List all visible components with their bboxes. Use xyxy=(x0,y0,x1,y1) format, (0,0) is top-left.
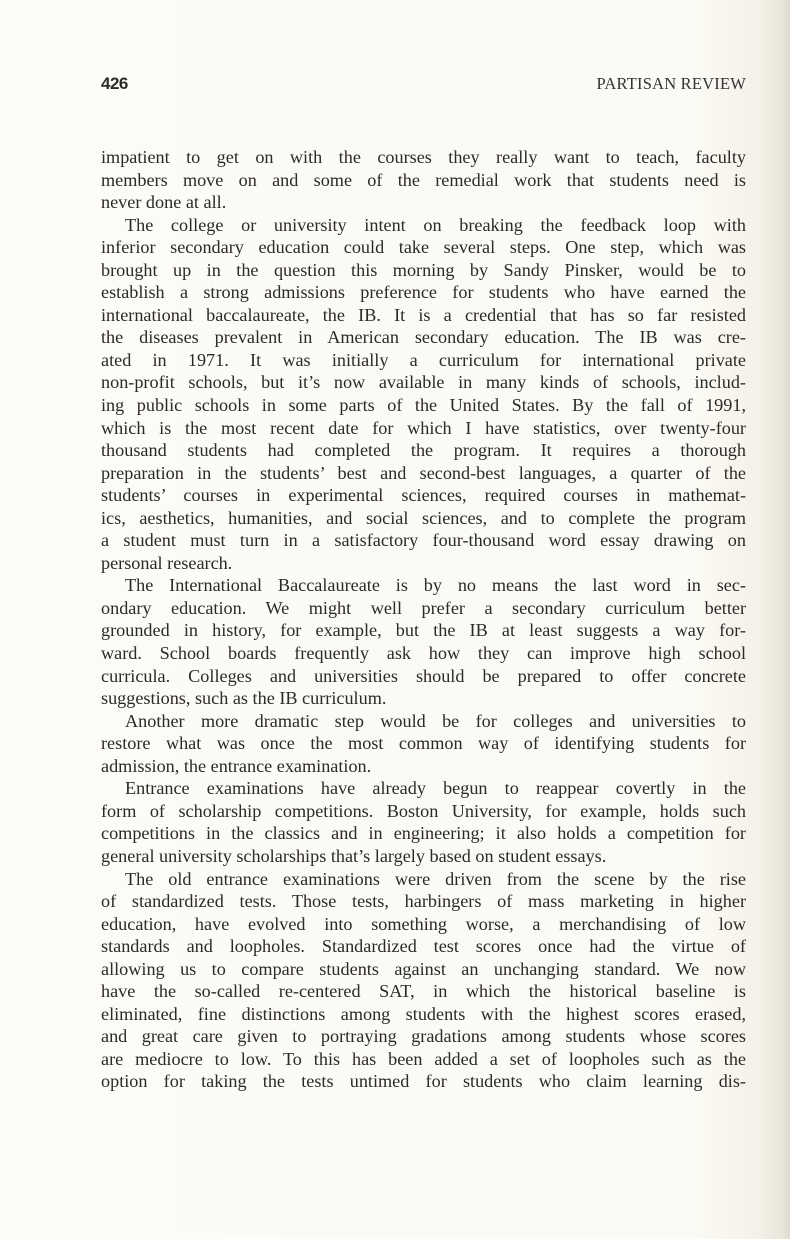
paragraph-scholarship-competitions xyxy=(101,777,746,867)
text-line: the diseases prevalent in American secondary education. The IB was cre- xyxy=(101,327,746,348)
text-line: competitions in the classics and in engineering; it also holds a competition for xyxy=(101,823,746,844)
text-line: allowing us to compare students against an unchanging standard. We now xyxy=(101,958,746,979)
text-line: form of scholarship competitions. Boston University, for example, holds such xyxy=(101,800,746,821)
text-line: never done at all. xyxy=(101,192,227,213)
text-line: Entrance examinations have already begun to reappear covertly in the xyxy=(125,778,746,799)
text-line: grounded in history, for example, but the IB at least suggests a way for- xyxy=(101,620,746,641)
running-head xyxy=(101,74,746,98)
text-line: establish a strong admissions preference for students who have earned the xyxy=(101,282,746,303)
text-line: ing public schools in some parts of the United States. By the fall of 1991, xyxy=(101,395,746,416)
text-line: preparation in the students’ best and second-best languages, a quarter of the xyxy=(101,462,746,483)
text-line: are mediocre to low. To this has been added a set of loopholes such as the xyxy=(101,1048,746,1069)
text-line: option for taking the tests untimed for students who claim learning dis- xyxy=(101,1071,746,1092)
text-line: The International Baccalaureate is by no means the last word in sec- xyxy=(125,575,746,596)
text-line: international baccalaureate, the IB. It is a credential that has so far resisted xyxy=(101,304,746,325)
text-line: and great care given to portraying gradations among students whose scores xyxy=(101,1026,746,1047)
text-line: Another more dramatic step would be for colleges and universities to xyxy=(125,710,746,731)
paragraph-ib-preference xyxy=(101,214,746,575)
text-line: non-profit schools, but it’s now available in many kinds of schools, includ- xyxy=(101,372,746,393)
body-text xyxy=(101,146,746,1093)
text-line: education, have evolved into something worse, a merchandising of low xyxy=(101,913,746,934)
text-line: suggestions, such as the IB curriculum. xyxy=(101,688,387,709)
text-line: a student must turn in a satisfactory four-thousand word essay drawing on xyxy=(101,530,746,551)
text-line: general university scholarships that’s largely based on student essays. xyxy=(101,845,607,866)
text-line: inferior secondary education could take several steps. One step, which was xyxy=(101,237,746,258)
text-line: ward. School boards frequently ask how they can improve high school xyxy=(101,643,746,664)
text-line: restore what was once the most common way of identifying students for xyxy=(101,733,746,754)
text-line: standards and loopholes. Standardized test scores once had the virtue of xyxy=(101,936,746,957)
paragraph-continued xyxy=(101,146,746,214)
text-line: of standardized tests. Those tests, harbingers of mass marketing in higher xyxy=(101,891,746,912)
text-line: ics, aesthetics, humanities, and social sciences, and to complete the program xyxy=(101,507,746,528)
text-line: ondary education. We might well prefer a secondary curriculum better xyxy=(101,597,746,618)
journal-title: PARTISAN REVIEW xyxy=(596,74,746,93)
text-line: eliminated, fine distinctions among students with the highest scores erased, xyxy=(101,1003,746,1024)
text-line: ated in 1971. It was initially a curriculum for international private xyxy=(101,349,746,370)
text-line: The college or university intent on breaking the feedback loop with xyxy=(125,214,746,235)
text-line: The old entrance examinations were driven from the scene by the rise xyxy=(125,868,746,889)
page-number: 426 xyxy=(101,74,128,93)
text-line: admission, the entrance examination. xyxy=(101,755,372,776)
text-line: members move on and some of the remedial work that students need is xyxy=(101,169,746,190)
text-line: curricula. Colleges and universities should be prepared to offer concrete xyxy=(101,665,746,686)
text-line: impatient to get on with the courses they really want to teach, faculty xyxy=(101,147,746,167)
text-line: brought up in the question this morning by Sandy Pinsker, would be to xyxy=(101,259,746,280)
text-line: thousand students had completed the program. It requires a thorough xyxy=(101,440,746,461)
text-line: have the so-called re-centered SAT, in which the historical baseline is xyxy=(101,981,746,1002)
text-line: students’ courses in experimental sciences, required courses in mathemat- xyxy=(101,485,746,506)
paragraph-standardized-tests xyxy=(101,868,746,1093)
paragraph-entrance-exam xyxy=(101,710,746,778)
text-line: which is the most recent date for which I have statistics, over twenty-four xyxy=(101,417,746,438)
text-line: personal research. xyxy=(101,552,233,573)
paragraph-ib-not-last-word xyxy=(101,574,746,709)
